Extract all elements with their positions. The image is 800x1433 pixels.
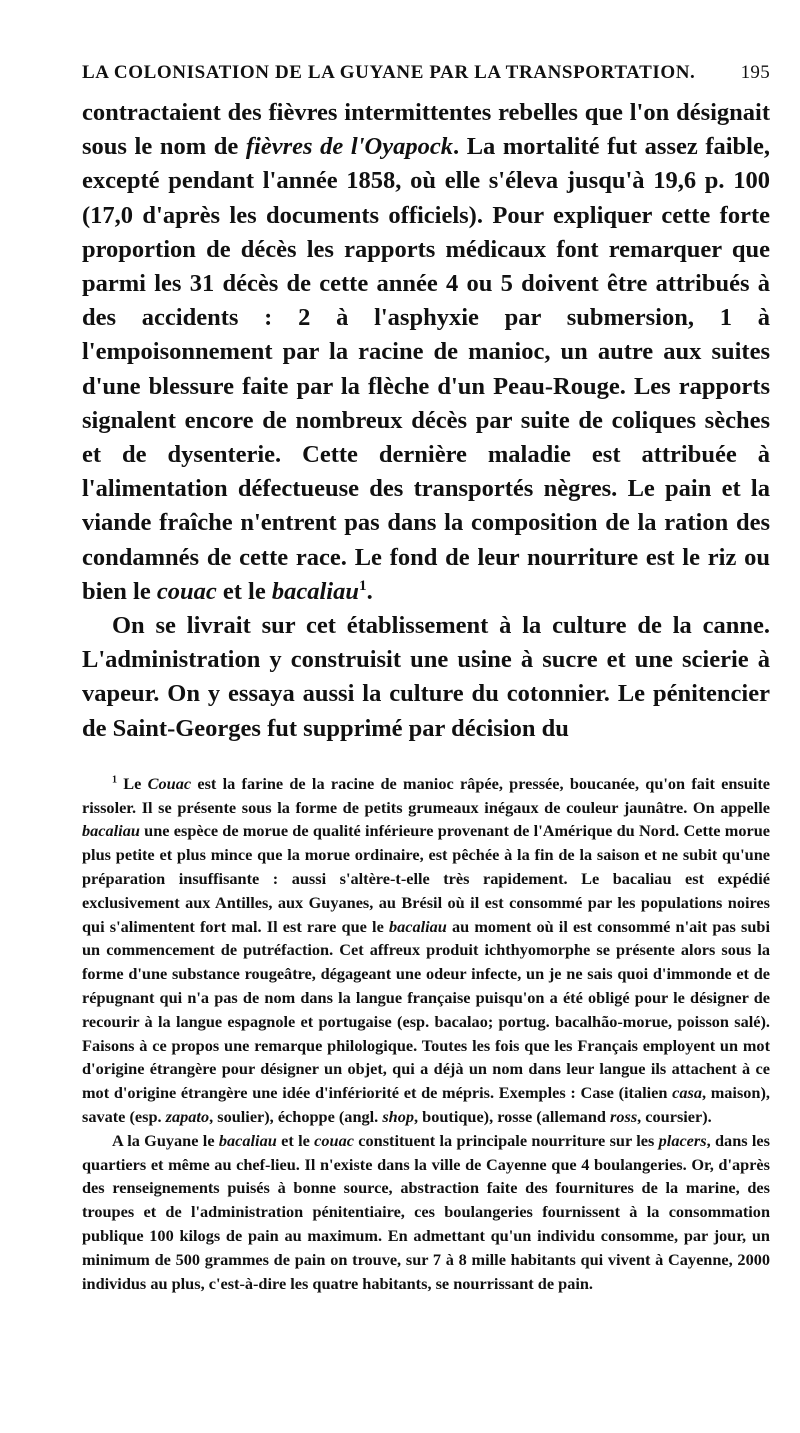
paragraph-1 bbox=[82, 96, 770, 609]
paragraph-1-text-a: contractaient des fièvres intermittentes rebelles que l'on désignait sous le nom de bbox=[82, 99, 770, 161]
paragraph-1-text-d: . bbox=[366, 577, 373, 605]
footnote-1-continued bbox=[82, 1129, 770, 1296]
footnote-marker: 1 bbox=[112, 774, 118, 786]
footnote-italic-couac: Couac bbox=[147, 773, 192, 793]
footnote-text-b: est la farine de la racine de manioc râpée, pressée, boucanée, qu'on fait ensuite rissoler. Il se présente sous la forme de petits grumeaux inégaux de couleur jaunâtre. On appelle bbox=[82, 773, 770, 817]
footnote-cont-text-b: et le bbox=[276, 1130, 315, 1150]
footnote-cont-italic-bacaliau: bacaliau bbox=[218, 1130, 277, 1150]
footnote-italic-zapato: zapato bbox=[165, 1107, 210, 1127]
running-header bbox=[82, 60, 770, 86]
italic-term-couac: couac bbox=[156, 577, 217, 605]
footnote-text-e: , maison), savate (esp. bbox=[82, 1083, 770, 1127]
footnote-italic-casa: casa bbox=[672, 1083, 702, 1103]
footnote-italic-shop: shop bbox=[382, 1107, 414, 1127]
footnote-text-d: au moment où il est consommé n'ait pas subi un commencement de putréfaction. Cet affreux produit ichthyomorphe se présente alors sous la forme d'une substance rougeâtre, dégageant une odeur infecte, un je ne sais quoi d'immonde et de répugnant qui n'a pas de nom dans la langue française puisqu'on a été obligé pour le désigner de recourir à la langue espagnole et portugaise (esp. bacalao; portug. bacalhão-morue, poisson salé). Faisons à ce propos une remarque philologique. Toutes les fois que les Français employent un mot d'origine étrangère pour désigner un objet, qui a déjà un nom dans leur langue ils attachent à ce mot d'origine étrangère une idée d'infériorité et de mépris. Exemples : Case (italien bbox=[82, 916, 770, 1103]
footnote-text-c: une espèce de morue de qualité inférieure provenant de l'Amérique du Nord. Cette morue plus petite et plus mince que la morue ordinaire, est pêchée à la fin de la saison et ne subit qu'une préparation insuffisante : aussi s'altère-t-elle très rapidement. Le bacaliau est expédié exclusivement aux Antilles, aux Guyanes, au Brésil où il est consommé par les populations noires qui s'alimentent fort mal. Il est rare que le bbox=[82, 821, 770, 936]
footnote-reference[interactable]: 1 bbox=[358, 576, 367, 594]
footnote-italic-bacaliau-1: bacaliau bbox=[82, 821, 140, 841]
footnote-italic-bacaliau-2: bacaliau bbox=[388, 916, 447, 936]
footnote-1 bbox=[82, 772, 770, 1129]
footnotes bbox=[82, 772, 770, 1296]
footnote-text-a: Le bbox=[117, 773, 148, 793]
paragraph-2: On se livrait sur cet établissement à la culture de la canne. L'administration y construisit une usine à sucre et une scierie à vapeur. On y essaya aussi la culture du cotonnier. Le pénitencier de Saint-Georges fut supprimé par décision du bbox=[82, 612, 770, 742]
footnote-cont-text-a: A la Guyane le bbox=[112, 1130, 219, 1150]
paragraph-1-text-c: et le bbox=[216, 577, 272, 605]
running-title: LA COLONISATION DE LA GUYANE PAR LA TRANSPORTATION. bbox=[82, 62, 696, 83]
footnote-text-g: , boutique), rosse (allemand bbox=[414, 1107, 610, 1127]
footnote-cont-text-d: , dans les quartiers et même au chef-lieu. Il n'existe dans la ville de Cayenne que 4 boulangeries. Or, d'après des renseignements puisés à bonne source, abstraction faite des fournitures de la marine, des troupes et de l'administration pénitentiaire, ces boulangeries fournissent à la consommation publique 100 kilogs de pain au maximum. En admettant qu'un individu consomme, par jour, un minimum de 500 grammes de pain on trouve, sur 7 à 8 mille habitants qui vivent à Cayenne, 2000 individus au plus, c'est-à-dire les quatre habitants, se nourrissant de pain. bbox=[82, 1130, 770, 1293]
italic-term-fievres: fièvres de l'Oyapock bbox=[245, 133, 453, 161]
footnote-text-h: , coursier). bbox=[637, 1107, 712, 1127]
book-page bbox=[82, 60, 770, 1295]
page-number: 195 bbox=[740, 62, 770, 83]
footnote-italic-ross: ross bbox=[610, 1107, 638, 1127]
paragraph-1-text-b: . La mortalité fut assez faible, excepté pendant l'année 1858, où elle s'éleva jusqu'à 19,6 p. 100 (17,0 d'après les documents officiels). Pour expliquer cette forte proportion de décès les rapports médicaux font remarquer que parmi les 31 décès de cette année 4 ou 5 doivent être attribués à des accidents : 2 à l'asphyxie par submersion, 1 à l'empoisonnement par la racine de manioc, un autre aux suites d'une blessure faite par la flèche d'un Peau-Rouge. Les rapports signalent encore de nombreux décès par suite de coliques sèches et de dysenterie. Cette dernière maladie est attribuée à l'alimentation défectueuse des transportés nègres. Le pain et la viande fraîche n'entrent pas dans la composition de la ration des condamnés de cette race. Le fond de leur nourriture est le riz ou bien le bbox=[82, 133, 770, 605]
italic-term-bacaliau: bacaliau bbox=[271, 577, 359, 605]
main-text bbox=[82, 96, 770, 746]
footnote-cont-italic-placers: placers bbox=[658, 1130, 707, 1150]
footnote-cont-text-c: constituent la principale nourriture sur les bbox=[353, 1130, 659, 1150]
footnote-text-f: , soulier), échoppe (angl. bbox=[209, 1107, 383, 1127]
footnote-cont-italic-couac: couac bbox=[314, 1130, 354, 1150]
